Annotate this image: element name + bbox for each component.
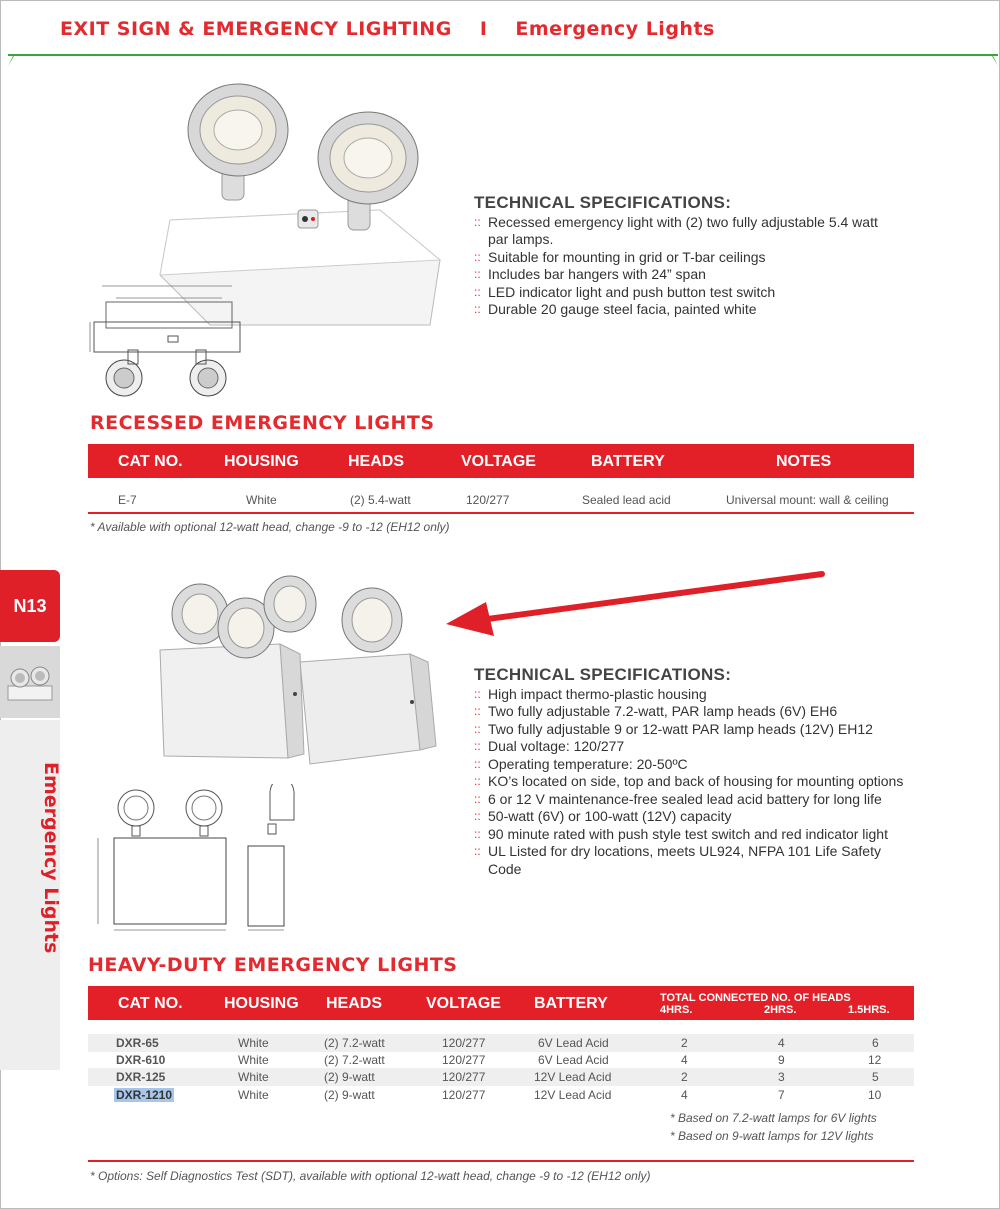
cell-2hrs: 9 (778, 1053, 785, 1067)
cell-notes: Universal mount: wall & ceiling (726, 493, 889, 507)
cell-housing: White (238, 1088, 269, 1102)
cell-4hrs: 2 (681, 1070, 688, 1084)
cell-4hrs: 4 (681, 1088, 688, 1102)
spec-item: :: Durable 20 gauge steel facia, painted white (474, 301, 894, 319)
cell-cat-selected: DXR-1210 (116, 1088, 173, 1102)
heavy-duty-section-title: HEAVY-DUTY EMERGENCY LIGHTS (88, 954, 458, 976)
header-title (60, 18, 715, 40)
col-housing: HOUSING (224, 453, 299, 470)
col-heads: HEADS (326, 995, 383, 1012)
cell-cat: DXR-125 (116, 1070, 166, 1084)
col-15hrs: 1.5HRS. (848, 1004, 890, 1016)
cell-housing: White (238, 1036, 269, 1050)
table-row (88, 1034, 914, 1052)
spec-item: :: 6 or 12 V maintenance-free sealed lead acid battery for long life (474, 791, 914, 809)
cell-housing: White (238, 1070, 269, 1084)
col-housing: HOUSING (224, 995, 299, 1012)
spec-item: :: LED indicator light and push button test switch (474, 284, 894, 302)
heavy-duty-footnote: * Options: Self Diagnostics Test (SDT), available with optional 12-watt head, change -9 to -12 (EH12 only) (90, 1169, 651, 1183)
col-battery: BATTERY (534, 995, 608, 1012)
recessed-spec-list (474, 214, 894, 319)
table-note: * Based on 7.2-watt lamps for 6V lights (670, 1111, 877, 1125)
header-separator: I (479, 18, 488, 40)
heavy-duty-light-drawing (86, 784, 316, 936)
recessed-specs-title: TECHNICAL SPECIFICATIONS: (474, 193, 732, 212)
col-voltage: VOLTAGE (426, 995, 501, 1012)
cell-voltage: 120/277 (442, 1088, 486, 1102)
col-voltage: VOLTAGE (461, 453, 536, 470)
col-cat-no: CAT NO. (118, 453, 183, 470)
cell-heads: (2) 9-watt (324, 1070, 375, 1084)
spec-item: :: Operating temperature: 20-50ºC (474, 756, 914, 774)
spec-item: :: UL Listed for dry locations, meets UL924, NFPA 101 Life Safety Code (474, 843, 914, 878)
recessed-light-drawing (82, 278, 242, 406)
table-row (88, 491, 914, 509)
cell-cat: DXR-65 (116, 1036, 159, 1050)
cell-heads: (2) 5.4-watt (350, 493, 411, 507)
spec-item: :: KO’s located on side, top and back of housing for mounting options (474, 773, 914, 791)
table-row (88, 1068, 914, 1086)
col-cat-no: CAT NO. (118, 995, 183, 1012)
spec-item: :: Suitable for mounting in grid or T-bar ceilings (474, 249, 894, 267)
header-green-rule (8, 52, 998, 66)
heavy-duty-specs (474, 666, 914, 878)
table-row (88, 1051, 914, 1069)
cell-cat: DXR-610 (116, 1053, 166, 1067)
recessed-section-title: RECESSED EMERGENCY LIGHTS (90, 412, 435, 434)
heavy-duty-light-photo (150, 574, 450, 770)
spec-item: :: 90 minute rated with push style test switch and red indicator light (474, 826, 914, 844)
cell-cat: E-7 (118, 493, 137, 507)
heavy-duty-specs-title: TECHNICAL SPECIFICATIONS: (474, 665, 732, 684)
recessed-table-rule (88, 512, 914, 514)
cell-housing: White (238, 1053, 269, 1067)
tab-code: N13 (0, 570, 60, 642)
cell-housing: White (246, 493, 277, 507)
col-battery: BATTERY (591, 453, 665, 470)
spec-item: :: Recessed emergency light with (2) two fully adjustable 5.4 watt par lamps. (474, 214, 894, 249)
cell-voltage: 120/277 (442, 1070, 486, 1084)
red-arrow-icon (440, 566, 830, 638)
cell-2hrs: 7 (778, 1088, 785, 1102)
cell-2hrs: 3 (778, 1070, 785, 1084)
spec-item: :: Two fully adjustable 9 or 12-watt PAR lamp heads (12V) EH12 (474, 721, 914, 739)
heavy-duty-table-rule (88, 1160, 914, 1162)
cell-heads: (2) 7.2-watt (324, 1036, 385, 1050)
cell-4hrs: 4 (681, 1053, 688, 1067)
col-4hrs: 4HRS. (660, 1004, 693, 1016)
header-subsection: Emergency Lights (515, 18, 715, 40)
cell-voltage: 120/277 (442, 1036, 486, 1050)
recessed-footnote: * Available with optional 12-watt head, change -9 to -12 (EH12 only) (90, 520, 450, 534)
spec-item: :: High impact thermo-plastic housing (474, 686, 914, 704)
col-group-total-heads: TOTAL CONNECTED NO. OF HEADS (660, 992, 851, 1004)
cell-battery: 6V Lead Acid (538, 1053, 609, 1067)
cell-15hrs: 5 (872, 1070, 879, 1084)
spec-item: :: Includes bar hangers with 24” span (474, 266, 894, 284)
col-heads: HEADS (348, 453, 405, 470)
cell-voltage: 120/277 (442, 1053, 486, 1067)
recessed-specs (474, 194, 894, 319)
spec-item: :: Two fully adjustable 7.2-watt, PAR lamp heads (6V) EH6 (474, 703, 914, 721)
recessed-table-header (88, 444, 914, 478)
tab-thumbnail (0, 646, 60, 718)
cell-15hrs: 12 (868, 1053, 882, 1067)
emergency-light-thumbnail-icon (0, 646, 60, 718)
cell-battery: 6V Lead Acid (538, 1036, 609, 1050)
cell-heads: (2) 7.2-watt (324, 1053, 385, 1067)
table-note: * Based on 9-watt lamps for 12V lights (670, 1129, 874, 1143)
cell-15hrs: 10 (868, 1088, 882, 1102)
col-notes: NOTES (776, 453, 832, 470)
cell-15hrs: 6 (872, 1036, 879, 1050)
cell-battery: 12V Lead Acid (534, 1088, 612, 1102)
cell-voltage: 120/277 (466, 493, 510, 507)
cell-battery: Sealed lead acid (582, 493, 671, 507)
header-section: EXIT SIGN & EMERGENCY LIGHTING (60, 18, 452, 40)
spec-item: :: Dual voltage: 120/277 (474, 738, 914, 756)
cell-4hrs: 2 (681, 1036, 688, 1050)
cell-2hrs: 4 (778, 1036, 785, 1050)
tab-label: Emergency Lights (40, 762, 62, 954)
col-2hrs: 2HRS. (764, 1004, 797, 1016)
table-row (88, 1086, 914, 1104)
heavy-duty-spec-list (474, 686, 914, 879)
cell-heads: (2) 9-watt (324, 1088, 375, 1102)
spec-item: :: 50-watt (6V) or 100-watt (12V) capacity (474, 808, 914, 826)
heavy-duty-table-header (88, 986, 914, 1020)
cell-battery: 12V Lead Acid (534, 1070, 612, 1084)
